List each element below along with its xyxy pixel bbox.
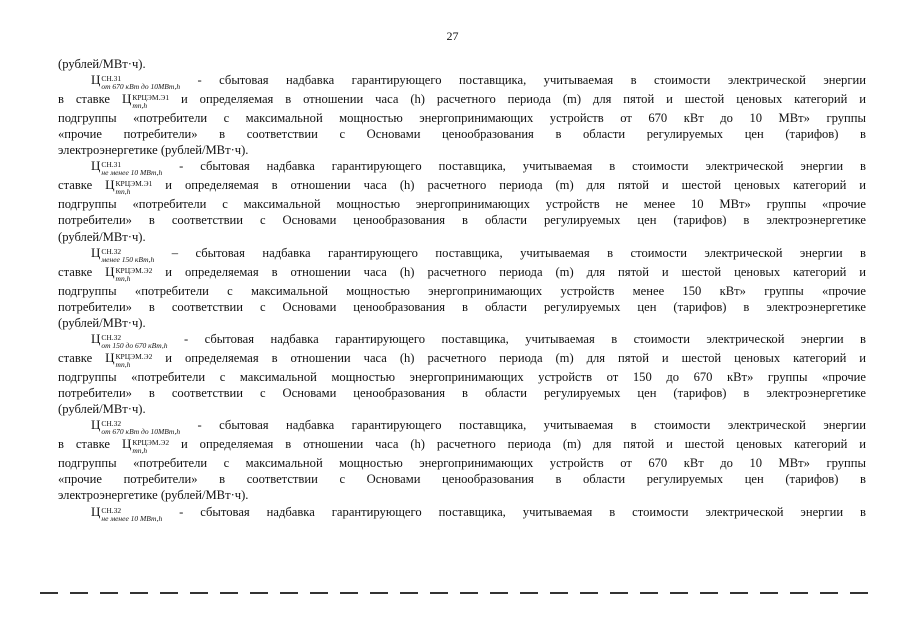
paragraph-line: электроэнергетике (рублей/МВт·ч). [58, 488, 249, 503]
formula-symbol: Ц СН.32 от 670 кВт до 10МВт,h [91, 417, 181, 437]
document-body [58, 56, 866, 523]
paragraph-line: Ц СН.32 менее 150 кВт,h – сбытовая надбавка гарантирующего поставщика, учитываемая в стоимости электрической энергии в [91, 244, 866, 264]
paragraph-line: подгруппы «потребители с максимальной мощностью энергопринимающих устройств не менее 10 МВт» группы «прочие [58, 197, 866, 212]
paragraph-line: в ставке Ц КРЦЭМ.Э2 тn,h и определяемая в отношении часа (h) расчетного периода (m) для пятой и шестой ценовых категорий и [58, 436, 867, 456]
paragraph-line: Ц СН.32 не менее 10 МВт,h - сбытовая надбавка гарантирующего поставщика, учитываемая в стоимости электрической энергии в [91, 503, 866, 523]
paragraph-line: Ц СН.32 от 150 до 670 кВт,h - сбытовая надбавка гарантирующего поставщика, учитываемая в стоимости электрической энергии в [91, 330, 867, 350]
paragraph-line: «прочие потребители» в соответствии с Основами ценообразования в области регулируемых цен (тарифов) в [58, 472, 866, 487]
paragraph-line: подгруппы «потребители с максимальной мощностью энергопринимающих устройств от 670 кВт до 10 МВт» группы [58, 111, 866, 126]
paragraph-line: (рублей/МВт·ч). [58, 402, 146, 417]
formula-symbol: Ц СН.32 не менее 10 МВт,h [91, 503, 163, 523]
paragraph-line: ставке Ц КРЦЭМ.Э2 тn,h и определяемая в отношении часа (h) расчетного периода (m) для пятой и шестой ценовых категорий и [58, 349, 866, 369]
paragraph-line: подгруппы «потребители с максимальной мощностью энергопринимающих устройств от 670 кВт до 10 МВт» группы [58, 456, 866, 471]
paragraph-line: Ц СН.31 от 670 кВт до 10МВт,h - сбытовая надбавка гарантирующего поставщика, учитываемая в стоимости электрической энергии [91, 72, 866, 92]
paragraph-line: электроэнергетике (рублей/МВт·ч). [58, 143, 249, 158]
paragraph-line: ставке Ц КРЦЭМ.Э1 тn,h и определяемая в отношении часа (h) расчетного периода (m) для пятой и шестой ценовых категорий и [58, 177, 866, 197]
formula-symbol: Ц КРЦЭМ.Э1 тn,h [121, 91, 170, 111]
paragraph-line: (рублей/МВт·ч). [58, 315, 146, 330]
formula-symbol: Ц КРЦЭМ.Э2 тn,h [105, 263, 153, 283]
formula-symbol: Ц КРЦЭМ.Э2 тn,h [121, 436, 170, 456]
paragraph-line: потребители» в соответствии с Основами ценообразования в области регулируемых цен (тарифов) в электроэнергетике [58, 386, 866, 401]
formula-symbol: Ц СН.32 менее 150 кВт,h [91, 244, 155, 264]
paragraph-line: Ц СН.31 не менее 10 МВт,h - сбытовая надбавка гарантирующего поставщика, учитываемая в стоимости электрической энергии в [91, 158, 866, 178]
text-line: (рублей/МВт·ч). [58, 57, 146, 71]
formula-symbol: Ц КРЦЭМ.Э1 тn,h [105, 177, 153, 197]
paragraph-line: в ставке Ц КРЦЭМ.Э1 тn,h и определяемая в отношении часа (h) расчетного периода (m) для пятой и шестой ценовых категорий и [58, 91, 867, 111]
paragraph-line: (рублей/МВт·ч). [58, 229, 146, 244]
formula-symbol: Ц СН.31 не менее 10 МВт,h [91, 158, 163, 178]
formula-symbol: Ц СН.31 от 670 кВт до 10МВт,h [91, 72, 181, 92]
paragraph-line: подгруппы «потребители с максимальной мощностью энергопринимающих устройств от 150 до 670 кВт» группы «прочие [58, 369, 866, 384]
paragraph-line: Ц СН.32 от 670 кВт до 10МВт,h - сбытовая надбавка гарантирующего поставщика, учитываемая в стоимости электрической энергии [91, 417, 866, 437]
page-number: 27 [446, 29, 459, 43]
paragraph-line: ставке Ц КРЦЭМ.Э2 тn,h и определяемая в отношении часа (h) расчетного периода (m) для пятой и шестой ценовых категорий и [58, 263, 866, 283]
paragraph-line: потребители» в соответствии с Основами ценообразования в области регулируемых цен (тарифов) в электроэнергетике [58, 299, 866, 314]
page-cut-dashed-line [40, 592, 880, 594]
formula-symbol: Ц СН.32 от 150 до 670 кВт,h [91, 330, 168, 350]
paragraph-line: «прочие потребители» в соответствии с Основами ценообразования в области регулируемых цен (тарифов) в [58, 127, 866, 142]
formula-symbol: Ц КРЦЭМ.Э2 тn,h [105, 349, 153, 369]
paragraph-line: потребители» в соответствии с Основами ценообразования в области регулируемых цен (тарифов) в электроэнергетике [58, 213, 866, 228]
paragraph-line: подгруппы «потребители с максимальной мощностью энергопринимающих устройств менее 150 кВт» группы «прочие [58, 283, 866, 298]
